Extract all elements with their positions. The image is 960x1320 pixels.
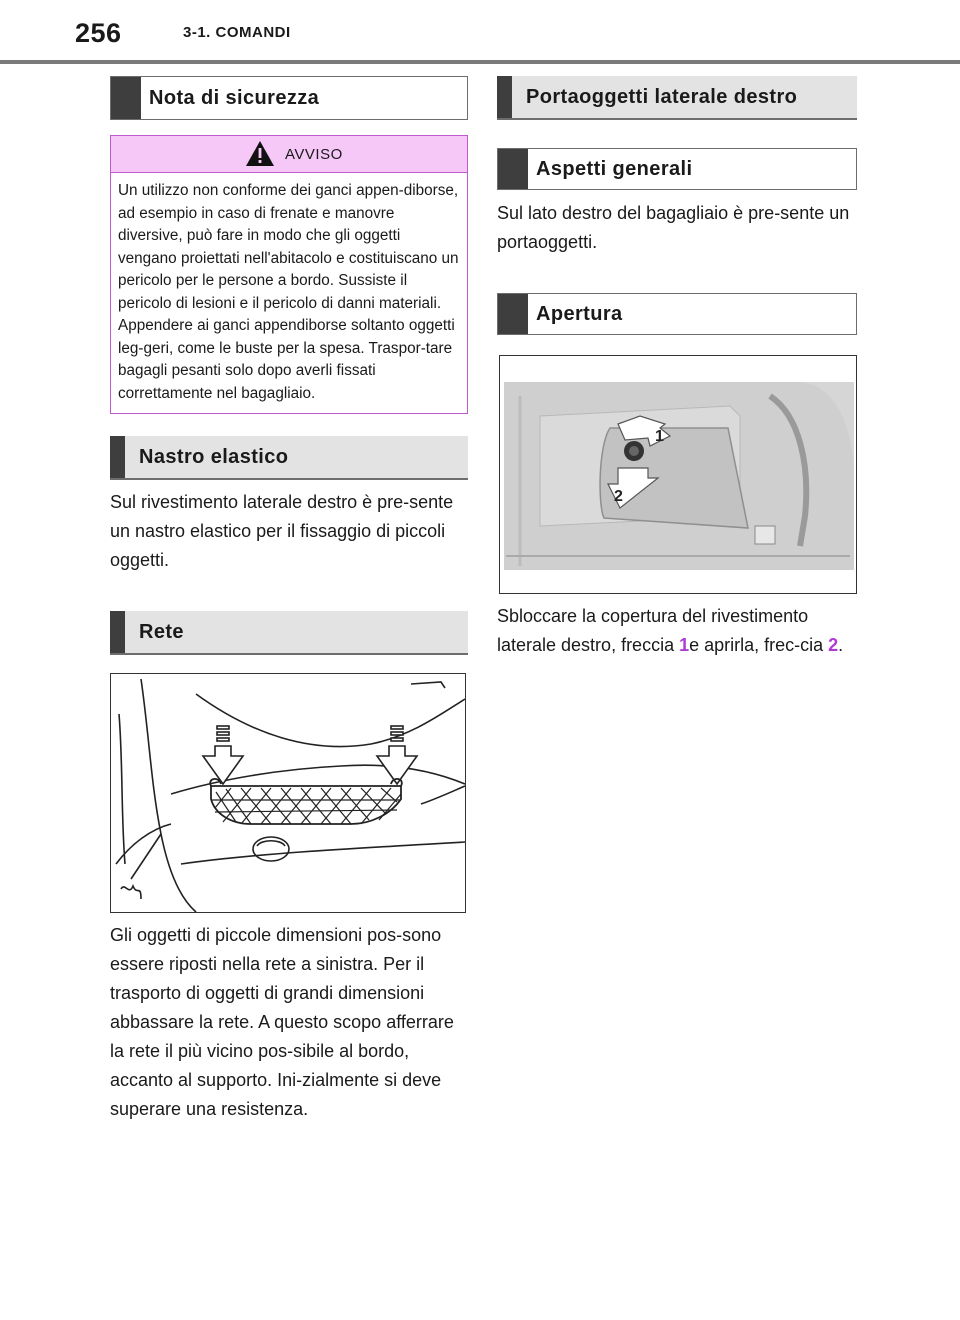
heading-text: Nastro elastico — [139, 445, 289, 468]
heading-text: Aspetti generali — [536, 157, 693, 180]
callout-2-label: 2 — [614, 488, 623, 505]
section-heading-elastic — [110, 436, 468, 480]
section-heading-net — [110, 611, 468, 655]
elastic-paragraph: Sul rivestimento laterale destro è pre-sente un nastro elastico per il fissaggio di piccoli oggetti. — [110, 492, 454, 570]
warning-title: AVVISO — [285, 146, 343, 163]
heading-text: Apertura — [536, 302, 623, 325]
warning-triangle-icon — [245, 140, 275, 167]
heading-text: Rete — [139, 620, 184, 643]
section-heading-opening — [497, 293, 857, 335]
callout-1-label: 1 — [655, 428, 664, 445]
left-column — [110, 76, 468, 1124]
warning-box — [110, 135, 468, 414]
callout-1: 1 — [679, 635, 690, 655]
compartment-photo — [499, 355, 857, 594]
opening-paragraph: Sbloccare la copertura del rivestimento laterale destro, freccia 1e aprirla, frec-cia 2. — [497, 606, 844, 655]
chapter-title: 3-1. COMANDI — [183, 24, 291, 41]
warning-header — [111, 136, 467, 173]
right-column — [497, 76, 857, 660]
section-heading-compartment — [497, 76, 857, 120]
section-heading-safety — [110, 76, 468, 120]
net-paragraph: Gli oggetti di piccole dimensioni pos-sono essere riposti nella rete a sinistra. Per il trasporto di oggetti di grandi dimensioni abbassare la rete. A questo scopo afferrare la rete il più vicino pos-sibile al bordo, accanto al supporto. Ini-zialmente si deve superare una resistenza. — [110, 925, 454, 1119]
page-number: 256 — [75, 18, 122, 48]
net-drawing — [111, 674, 465, 912]
heading-text: Nota di sicurezza — [149, 86, 320, 109]
warning-text: Un utilizzo non conforme dei ganci appen-diborse, ad esempio in caso di frenate e manovre diversive, può fare in modo che gli oggetti vengano proiettati nell'abitacolo e costituiscano un pericolo per le persone a bordo. Sussiste il pericolo di lesioni e il pericolo di danni materiali. Appendere ai ganci appendiborse soltanto oggetti leg-geri, come le buste per la spesa. Traspor-tare bagagli pesanti solo dopo averli fissati correttamente nel bagagliaio. — [118, 182, 459, 402]
compartment-drawing — [500, 356, 856, 593]
section-heading-general — [497, 148, 857, 190]
callout-2: 2 — [828, 635, 839, 655]
heading-text: Portaoggetti laterale destro — [526, 85, 798, 108]
general-paragraph: Sul lato destro del bagagliaio è pre-sente un portaoggetti. — [497, 203, 850, 252]
net-illustration — [110, 673, 466, 913]
header-divider — [0, 60, 960, 64]
